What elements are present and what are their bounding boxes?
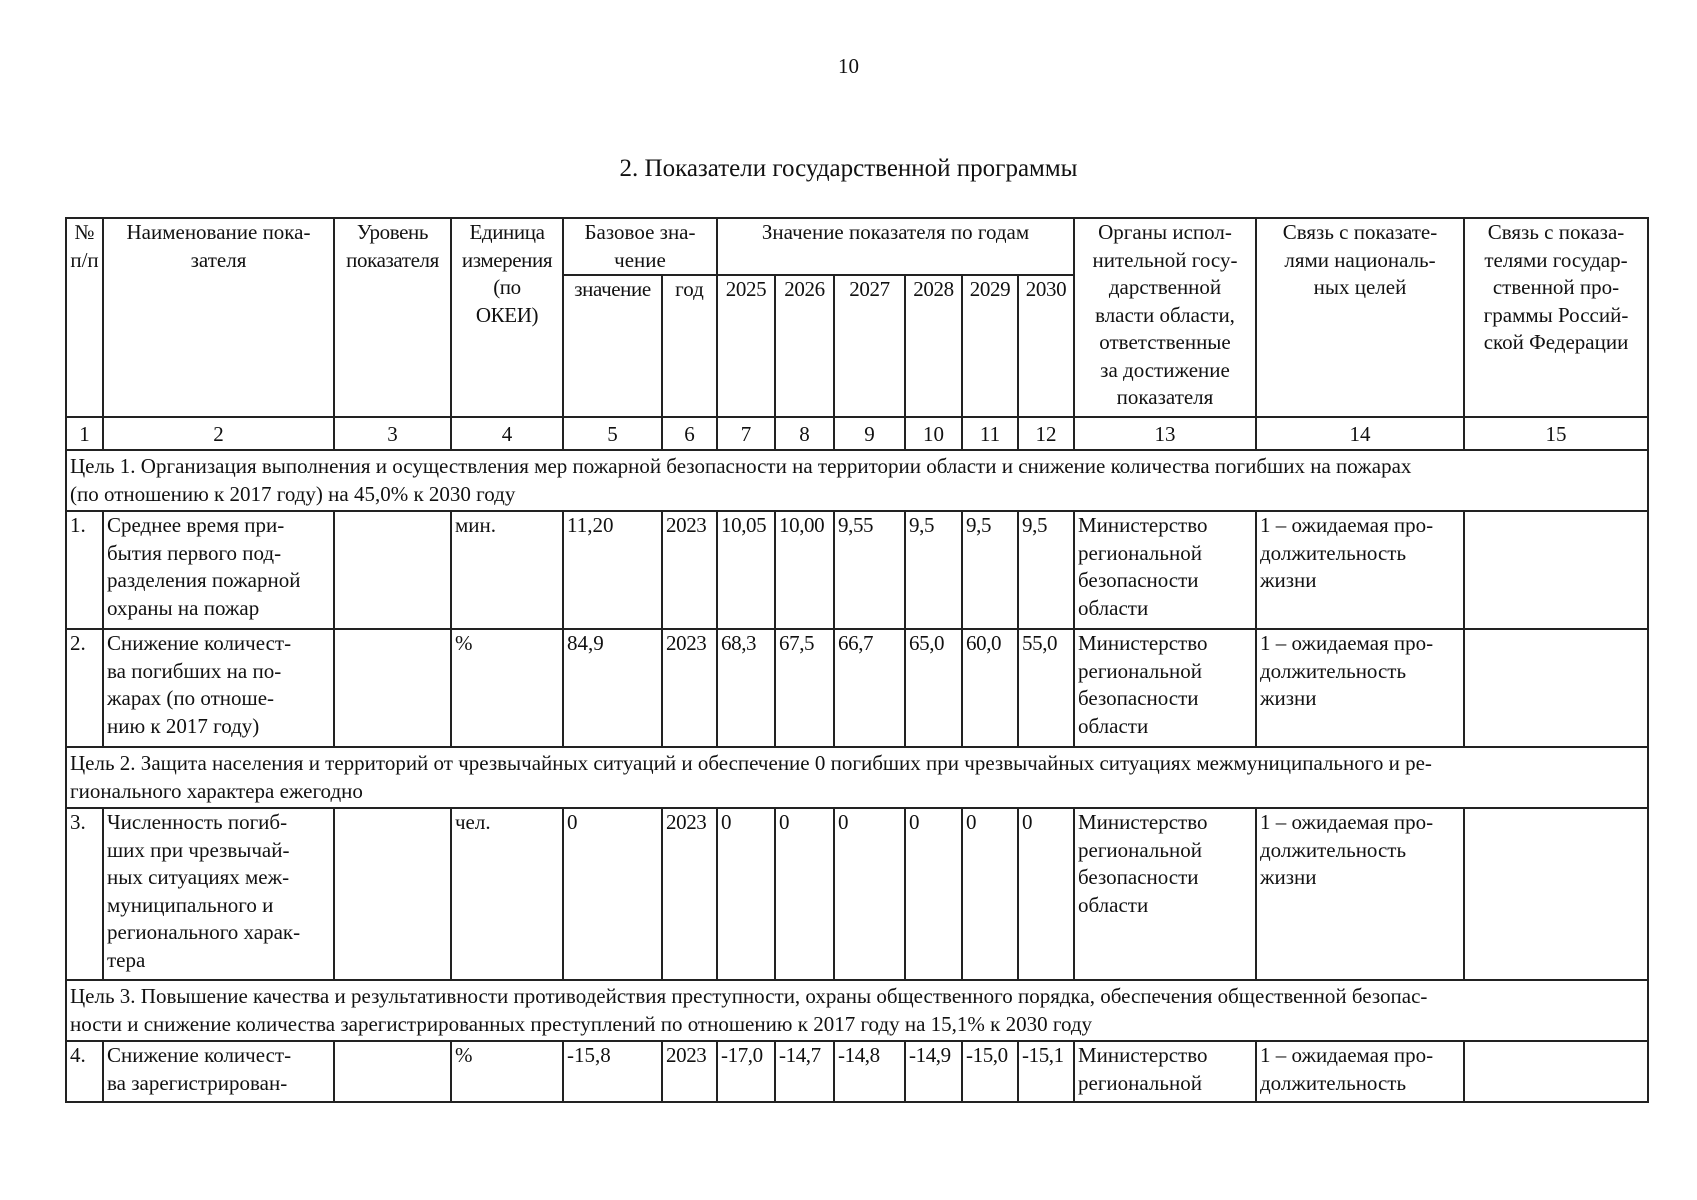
header-line: ской Федерации	[1483, 330, 1629, 354]
header-num	[66, 218, 103, 417]
organ-line: региональной	[1078, 658, 1202, 683]
name-line: регионального харак-	[107, 920, 301, 944]
base-year: 2023	[662, 1041, 717, 1102]
national-line: 1 – ожидаемая про-	[1260, 810, 1434, 834]
base-year: 2023	[662, 808, 717, 980]
header-national	[1256, 218, 1464, 417]
goal-row	[66, 747, 1648, 808]
column-number: 6	[662, 417, 717, 450]
year-value: 10,00	[775, 511, 834, 629]
header-base-year	[662, 275, 717, 417]
header-line: Базовое зна-	[584, 220, 696, 244]
base-year: 2023	[662, 511, 717, 629]
indicator-name	[103, 1041, 334, 1102]
column-numbers-row	[66, 417, 1648, 450]
indicator-level	[334, 1041, 451, 1102]
goal-line: ности и снижение количества зарегистрированных преступлений по отношению к 2017 году на 15,1% к 2030 году	[70, 1011, 1093, 1036]
header-line: 2030	[1025, 277, 1067, 301]
year-value: 0	[962, 808, 1018, 980]
year-value: 10,05	[717, 511, 775, 629]
header-federal	[1464, 218, 1648, 417]
organ-line: области	[1078, 713, 1149, 738]
header-line: ных целей	[1313, 275, 1407, 299]
base-value: 84,9	[563, 629, 662, 747]
header-line: №	[74, 220, 95, 244]
header-line: 2028	[913, 277, 954, 301]
column-number: 3	[334, 417, 451, 450]
row-number: 3.	[66, 808, 103, 980]
organ-line: безопасности	[1078, 568, 1199, 592]
header-line: ственной про-	[1492, 275, 1620, 299]
goal-line: гионального характера ежегодно	[70, 778, 363, 803]
year-value: 9,5	[905, 511, 962, 629]
header-line: Единица	[469, 220, 545, 244]
organ-line: области	[1078, 595, 1149, 620]
national-goal-link	[1256, 511, 1464, 629]
federal-program-link	[1464, 808, 1648, 980]
column-number: 8	[775, 417, 834, 450]
year-value: 60,0	[962, 629, 1018, 747]
year-value: 0	[834, 808, 905, 980]
name-line: Среднее время при-	[107, 513, 285, 537]
header-line: значение	[574, 277, 651, 301]
federal-program-link	[1464, 629, 1648, 747]
name-line: Численность погиб-	[107, 810, 288, 834]
header-line: за достижение	[1100, 357, 1230, 382]
header-line: ОКЕИ)	[475, 302, 539, 327]
name-line: бытия первого под-	[107, 540, 282, 565]
header-line: 2025	[725, 277, 767, 301]
header-by-years	[717, 218, 1074, 275]
responsible-organ	[1074, 1041, 1256, 1102]
year-value: -15,1	[1018, 1041, 1074, 1102]
name-line: ва погибших на по-	[107, 658, 282, 683]
header-unit	[451, 218, 563, 417]
header-name	[103, 218, 334, 417]
column-number: 14	[1256, 417, 1464, 450]
year-value: 66,7	[834, 629, 905, 747]
organ-line: Министерство	[1078, 631, 1208, 655]
responsible-organ	[1074, 511, 1256, 629]
header-organs	[1074, 218, 1256, 417]
base-value: -15,8	[563, 1041, 662, 1102]
header-line: Органы испол-	[1098, 220, 1232, 244]
table-row	[66, 808, 1648, 980]
indicator-name	[103, 629, 334, 747]
header-year-2027	[834, 275, 905, 417]
year-value: 0	[775, 808, 834, 980]
year-value: 0	[905, 808, 962, 980]
base-value: 11,20	[563, 511, 662, 629]
national-line: 1 – ожидаемая про-	[1260, 631, 1434, 655]
national-line: жизни	[1260, 568, 1317, 592]
year-value: 67,5	[775, 629, 834, 747]
header-line: чение	[614, 247, 666, 272]
table-row	[66, 1041, 1648, 1102]
organ-line: региональной	[1078, 837, 1202, 862]
indicator-name	[103, 808, 334, 980]
year-value: 0	[1018, 808, 1074, 980]
national-line: 1 – ожидаемая про-	[1260, 513, 1434, 537]
organ-line: области	[1078, 892, 1149, 917]
header-row-1	[66, 218, 1648, 275]
header-level	[334, 218, 451, 417]
year-value: 9,55	[834, 511, 905, 629]
row-number: 2.	[66, 629, 103, 747]
year-value: -14,7	[775, 1041, 834, 1102]
year-value: 9,5	[962, 511, 1018, 629]
national-line: жизни	[1260, 686, 1317, 710]
indicator-level	[334, 629, 451, 747]
header-line: Связь с показате-	[1282, 220, 1438, 244]
national-line: 1 – ожидаемая про-	[1260, 1043, 1434, 1067]
indicator-level	[334, 511, 451, 629]
base-value: 0	[563, 808, 662, 980]
name-line: охраны на пожар	[107, 595, 260, 620]
organ-line: Министерство	[1078, 513, 1208, 537]
indicator-unit: %	[451, 629, 563, 747]
year-value: 68,3	[717, 629, 775, 747]
header-line: ответственные	[1099, 330, 1231, 354]
name-line: муниципального и	[107, 892, 274, 917]
column-number: 10	[905, 417, 962, 450]
year-value: 55,0	[1018, 629, 1074, 747]
federal-program-link	[1464, 511, 1648, 629]
header-line: 2027	[849, 277, 890, 301]
national-line: должительность	[1260, 837, 1407, 862]
organ-line: региональной	[1078, 540, 1202, 565]
column-number: 5	[563, 417, 662, 450]
year-value: -15,0	[962, 1041, 1018, 1102]
column-number: 15	[1464, 417, 1648, 450]
name-line: жарах (по отноше-	[107, 686, 275, 710]
header-line: год	[675, 277, 704, 301]
row-number: 4.	[66, 1041, 103, 1102]
indicator-unit: чел.	[451, 808, 563, 980]
year-value: -17,0	[717, 1041, 775, 1102]
national-goal-link	[1256, 1041, 1464, 1102]
column-number: 13	[1074, 417, 1256, 450]
year-value: -14,8	[834, 1041, 905, 1102]
goal-text	[66, 450, 1648, 511]
column-number: 7	[717, 417, 775, 450]
header-line: Значение показателя по годам	[761, 220, 1030, 244]
header-line: показателя	[346, 247, 439, 272]
header-line: власти области,	[1095, 302, 1235, 327]
indicator-level	[334, 808, 451, 980]
column-number: 12	[1018, 417, 1074, 450]
responsible-organ	[1074, 808, 1256, 980]
national-goal-link	[1256, 808, 1464, 980]
header-year-2026	[775, 275, 834, 417]
year-value: -14,9	[905, 1041, 962, 1102]
header-line: телями государ-	[1484, 247, 1628, 272]
header-line: нительной госу-	[1092, 247, 1238, 272]
goal-line: (по отношению к 2017 году) на 45,0% к 2030 году	[70, 481, 516, 506]
year-value: 65,0	[905, 629, 962, 747]
name-line: ших при чрезвычай-	[107, 837, 290, 862]
name-line: нию к 2017 году)	[107, 713, 260, 738]
name-line: Снижение количест-	[107, 631, 292, 655]
name-line: разделения пожарной	[107, 568, 301, 592]
header-line: измерения	[461, 247, 553, 272]
organ-line: региональной	[1078, 1070, 1202, 1095]
header-line: Наименование пока-	[126, 220, 311, 244]
base-year: 2023	[662, 629, 717, 747]
column-number: 1	[66, 417, 103, 450]
name-line: Снижение количест-	[107, 1043, 292, 1067]
header-line: Связь с показа-	[1487, 220, 1625, 244]
header-line: показателя	[1116, 385, 1214, 409]
header-year-2028	[905, 275, 962, 417]
goal-line: Цель 1. Организация выполнения и осуществления мер пожарной безопасности на территории области и снижение количества погибших на пожарах	[70, 454, 1412, 478]
header-line: граммы Россий-	[1483, 302, 1629, 327]
header-line: 2026	[784, 277, 825, 301]
name-line: тера	[107, 947, 146, 972]
header-year-2025	[717, 275, 775, 417]
header-line: лями националь-	[1284, 247, 1436, 272]
national-line: должительность	[1260, 540, 1407, 565]
header-year-2030	[1018, 275, 1074, 417]
indicators-table	[65, 217, 1649, 1103]
year-value: 9,5	[1018, 511, 1074, 629]
header-base-value	[563, 275, 662, 417]
national-line: должительность	[1260, 1070, 1407, 1095]
goal-line: Цель 2. Защита населения и территорий от чрезвычайных ситуаций и обеспечение 0 погибших при чрезвычайных ситуациях межмуниципального и ре-	[70, 751, 1432, 775]
column-number: 11	[962, 417, 1018, 450]
header-line: (по	[493, 275, 521, 299]
page-number: 10	[838, 54, 859, 78]
row-number: 1.	[66, 511, 103, 629]
header-year-2029	[962, 275, 1018, 417]
name-line: ва зарегистрирован-	[107, 1070, 288, 1095]
indicator-unit: мин.	[451, 511, 563, 629]
goal-row	[66, 980, 1648, 1041]
page-title	[0, 155, 1697, 183]
header-base	[563, 218, 717, 275]
organ-line: Министерство	[1078, 810, 1208, 834]
goal-text	[66, 980, 1648, 1041]
goal-row	[66, 450, 1648, 511]
organ-line: безопасности	[1078, 865, 1199, 889]
responsible-organ	[1074, 629, 1256, 747]
goal-line: Цель 3. Повышение качества и результативности противодействия преступности, охраны общественного порядка, обеспечения общественной безопас-	[70, 984, 1428, 1008]
header-line: 2029	[969, 277, 1011, 301]
header-line: Уровень	[356, 220, 429, 244]
national-goal-link	[1256, 629, 1464, 747]
goal-text	[66, 747, 1648, 808]
organ-line: Министерство	[1078, 1043, 1208, 1067]
organ-line: безопасности	[1078, 686, 1199, 710]
national-line: жизни	[1260, 865, 1317, 889]
header-line: зателя	[190, 247, 247, 272]
table-row	[66, 511, 1648, 629]
header-line: п/п	[70, 247, 99, 272]
federal-program-link	[1464, 1041, 1648, 1102]
indicator-name	[103, 511, 334, 629]
column-number: 4	[451, 417, 563, 450]
table-row	[66, 629, 1648, 747]
indicator-unit: %	[451, 1041, 563, 1102]
column-number: 9	[834, 417, 905, 450]
national-line: должительность	[1260, 658, 1407, 683]
column-number: 2	[103, 417, 334, 450]
header-line: дарственной	[1108, 275, 1222, 299]
year-value: 0	[717, 808, 775, 980]
name-line: ных ситуациях меж-	[107, 865, 290, 889]
page-title-text: 2. Показатели государственной программы	[619, 155, 1078, 182]
